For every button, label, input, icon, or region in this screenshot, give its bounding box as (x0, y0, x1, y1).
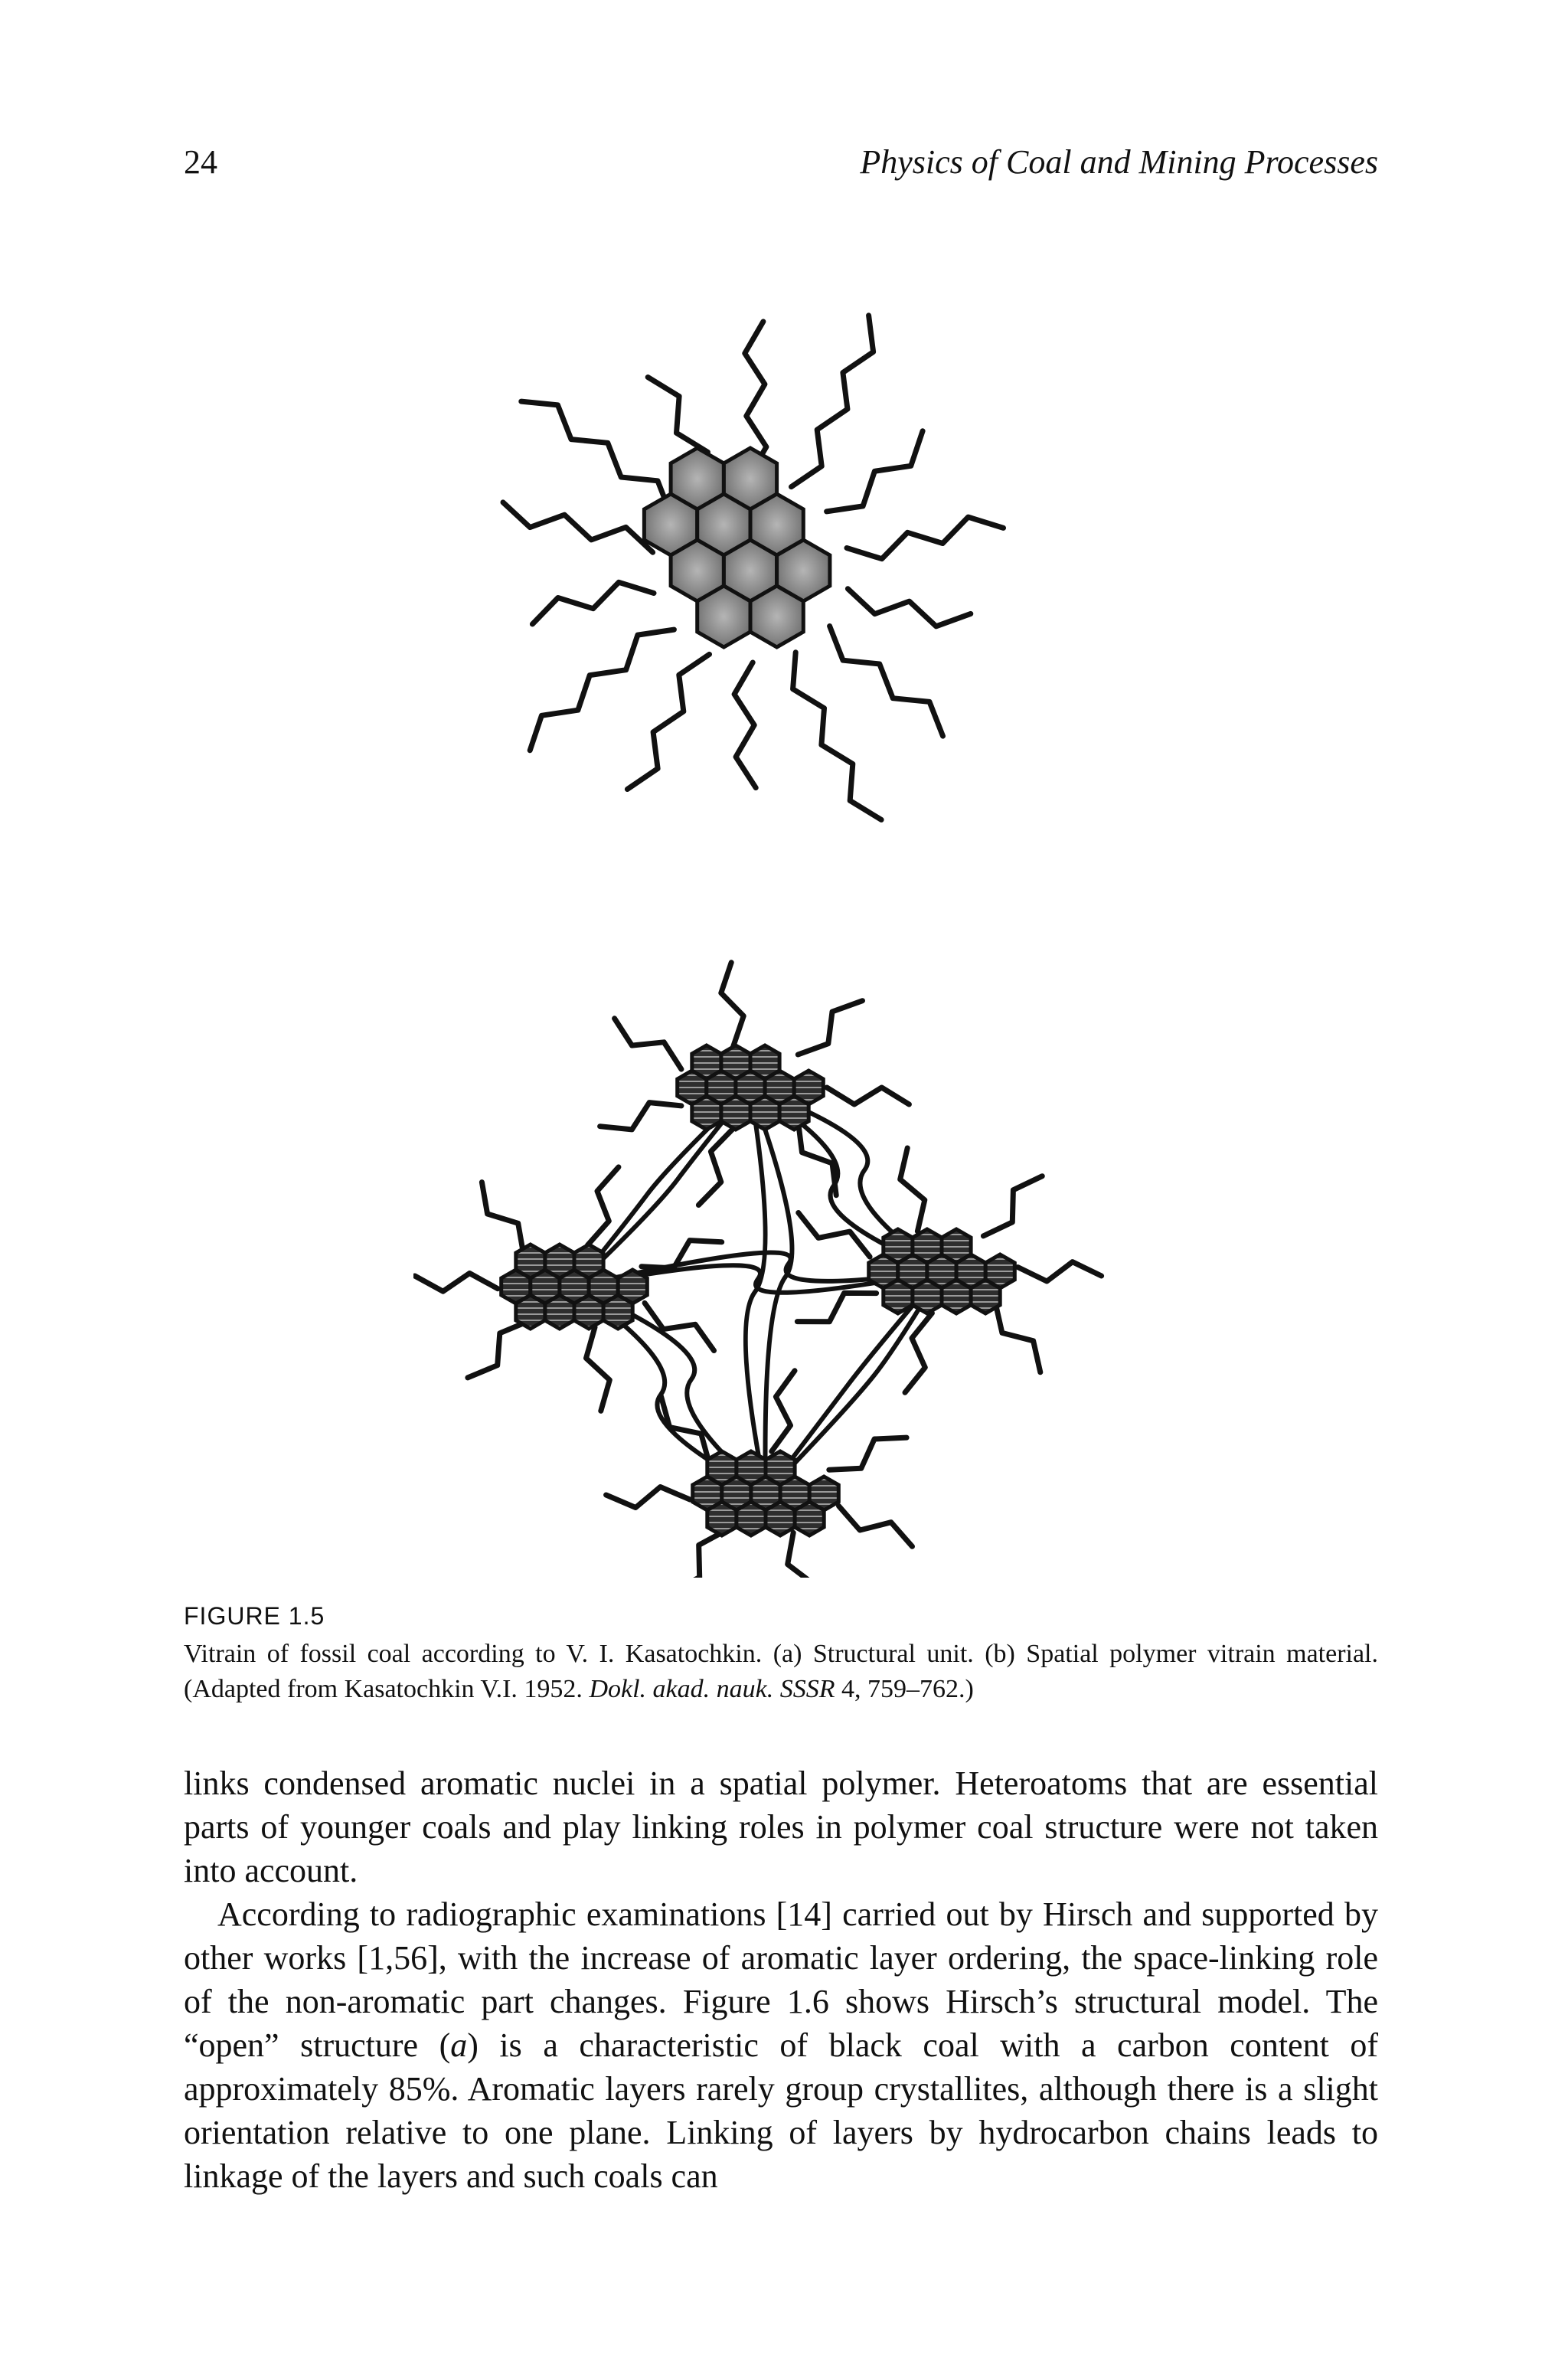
side-chain (829, 1437, 906, 1470)
side-chain (827, 1088, 909, 1104)
side-chain (799, 1213, 870, 1258)
caption-tail: 4, 759–762.) (835, 1675, 974, 1703)
aromatic-ring (721, 1045, 750, 1079)
aromatic-ring (971, 1280, 1000, 1313)
side-chain (793, 653, 882, 820)
side-chain (798, 1001, 862, 1055)
side-chain (482, 1182, 524, 1255)
running-head (184, 142, 1378, 185)
side-chain (721, 963, 743, 1047)
side-chain (698, 1129, 733, 1205)
aromatic-ring (766, 1451, 795, 1485)
body-text (184, 1761, 1378, 2198)
aromatic-ring (750, 1096, 779, 1130)
side-chain (792, 316, 874, 487)
side-chain (600, 1103, 681, 1130)
side-chain (588, 1167, 619, 1245)
aromatic-ring (692, 1096, 721, 1130)
side-chain (847, 517, 1004, 559)
aromatic-ring (721, 1096, 750, 1130)
side-chain (848, 589, 970, 626)
paragraph-1: links condensed aromatic nuclei in a spatial polymer. Heteroatoms that are essential parts of younger coals and play linking roles in polymer coal structure were not taken into account. (184, 1765, 1378, 1889)
aromatic-ring (766, 1502, 795, 1536)
side-chain (788, 1532, 814, 1578)
aromatic-ring (942, 1229, 971, 1263)
aromatic-ring (545, 1245, 574, 1278)
aromatic-ring (750, 1045, 779, 1079)
figure-illustration (413, 276, 1148, 1578)
side-chain (995, 1302, 1040, 1372)
paragraph-2-part-a: According to radiographic examinations [14] carried out by Hirsch and supported by other works [1,56], with the increase of aromatic layer ordering, the space-linking role of the non-aromatic part changes. Figure 1.6 shows Hirsch’s structural model. The “open” structure ( (184, 1895, 1378, 2064)
side-chain (983, 1176, 1042, 1236)
side-chain (521, 401, 671, 515)
aromatic-ring (692, 1045, 721, 1079)
spatial-polymer-b (415, 963, 1102, 1578)
aromatic-ring (707, 1451, 737, 1485)
side-chain (827, 431, 923, 512)
book-title: Physics of Coal and Mining Processes (860, 143, 1378, 181)
aromatic-ring (737, 1451, 766, 1485)
aromatic-ring (516, 1295, 545, 1329)
figure-1-5 (413, 276, 1148, 1578)
figure-caption-text (184, 1637, 1378, 1707)
caption-main: Vitrain of fossil coal according to V. I. Kasatochkin. (a) Structural unit. (b) Spatial polymer vitrain material. (Adapted from Kasatochkin V.I. 1952. (184, 1640, 1378, 1703)
aromatic-ring (697, 586, 750, 647)
aromatic-ring (516, 1245, 545, 1278)
caption-journal: Dokl. akad. nauk. SSSR (589, 1675, 835, 1703)
figure-label: FIGURE 1.5 (184, 1602, 325, 1630)
side-chain (468, 1321, 530, 1378)
side-chain (627, 654, 709, 789)
side-chain (830, 626, 943, 737)
aromatic-ring (707, 1502, 737, 1536)
side-chain (532, 582, 654, 624)
page-number: 24 (184, 143, 217, 181)
structural-unit-a (503, 316, 1004, 820)
side-chain (839, 1506, 913, 1546)
side-chain (734, 662, 756, 788)
aromatic-ring (884, 1280, 913, 1313)
side-chain (671, 1530, 727, 1578)
side-chain (586, 1327, 610, 1411)
aromatic-ring (603, 1295, 632, 1329)
aromatic-ring (750, 586, 803, 647)
paragraph-2 (184, 1892, 1378, 2198)
aromatic-ring (574, 1245, 603, 1278)
side-chain (900, 1148, 925, 1231)
aromatic-ring (545, 1295, 574, 1329)
aromatic-ring (795, 1502, 824, 1536)
side-chain (797, 1293, 876, 1321)
side-chain (415, 1274, 498, 1292)
side-chain (615, 1019, 681, 1069)
aromatic-ring (574, 1295, 603, 1329)
aromatic-ring (737, 1502, 766, 1536)
aromatic-ring (913, 1229, 942, 1263)
aromatic-ring (913, 1280, 942, 1313)
figure-caption (184, 1602, 1378, 1707)
side-chain (1018, 1262, 1102, 1281)
side-chain (503, 502, 653, 552)
side-chain (606, 1487, 691, 1508)
aromatic-ring (884, 1229, 913, 1263)
aromatic-ring (779, 1096, 808, 1130)
side-chain (772, 1371, 795, 1451)
aromatic-ring (942, 1280, 971, 1313)
paragraph-2-part-b: ) is a characteristic of black coal with a carbon content of approximately 85%. Aromatic layers rarely group crystallites, although there is a slight orientation relative to one plane. Linking of layers by hydrocarbon chains leads to linkage of the layers and such coals can (184, 2026, 1378, 2195)
paragraph-2-letter: a (450, 2026, 468, 2064)
